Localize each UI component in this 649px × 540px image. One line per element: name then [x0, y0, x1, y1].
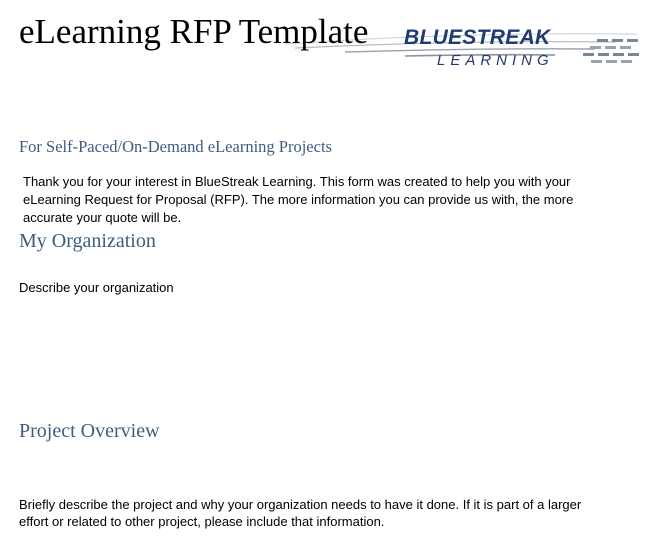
logo-wordmark: BLUESTREAK — [404, 26, 551, 49]
logo-tagline: LEARNING — [437, 52, 554, 69]
organization-prompt: Describe your organization — [19, 280, 174, 295]
section-heading-project-overview: Project Overview — [19, 420, 160, 442]
document-subtitle: For Self-Paced/On-Demand eLearning Projects — [19, 137, 332, 156]
intro-paragraph: Thank you for your interest in BlueStreak Learning. This form was created to help you with your eLearning Request for Proposal (RFP). The more information you can provide us with, the more accurate your quote will be. — [23, 174, 574, 225]
section-heading-my-organization: My Organization — [19, 230, 156, 252]
document-title: eLearning RFP Template — [19, 12, 369, 51]
project-overview-prompt: Briefly describe the project and why your organization needs to have it done. If it is part of a larger effort or related to other project, please include that information. — [19, 497, 582, 529]
